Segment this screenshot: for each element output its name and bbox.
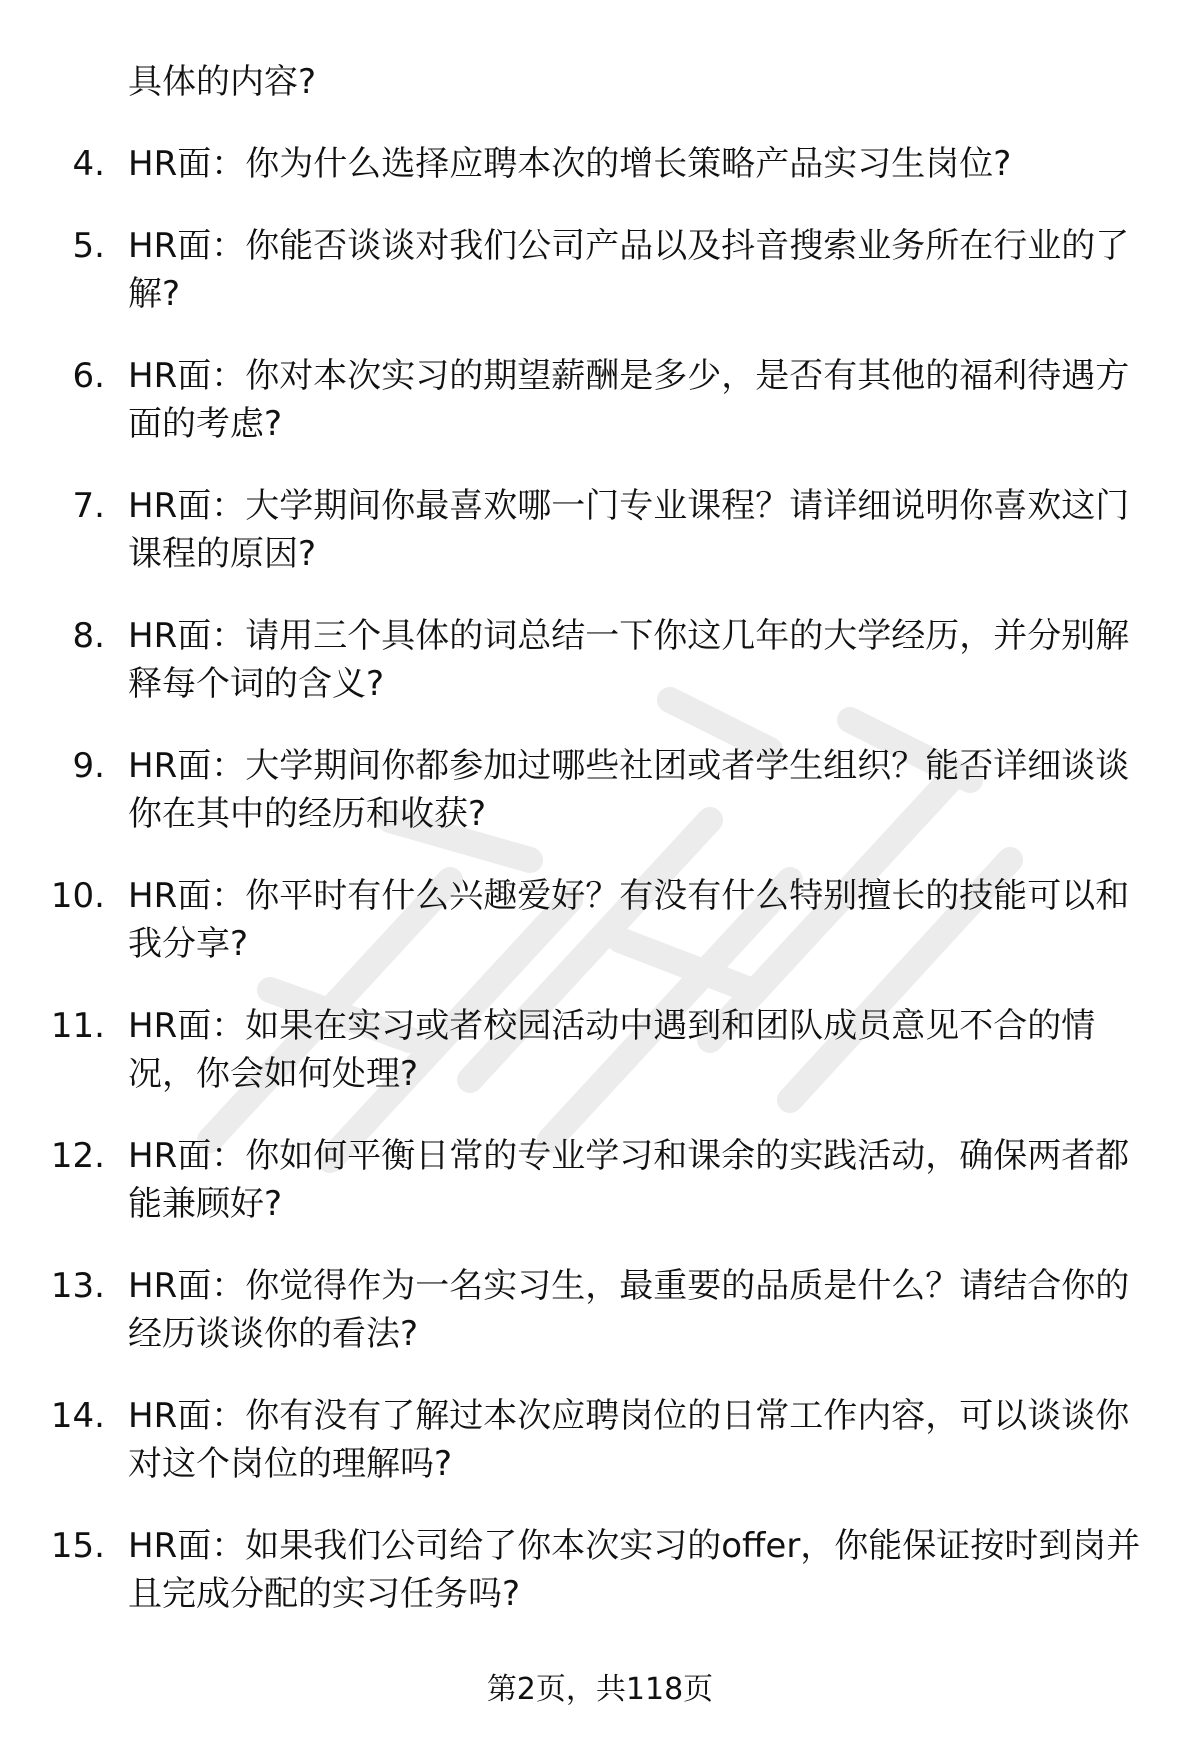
question-item [0, 1002, 1200, 1098]
question-text: 具体的内容? [128, 62, 317, 102]
question-text: HR面：你如何平衡日常的专业学习和课余的实践活动，确保两者都能兼顾好? [128, 1136, 1130, 1224]
question-text: HR面：你为什么选择应聘本次的增长策略产品实习生岗位? [128, 144, 1012, 184]
question-text: HR面：你能否谈谈对我们公司产品以及抖音搜索业务所在行业的了解? [128, 226, 1130, 314]
question-text: HR面：如果我们公司给了你本次实习的offer，你能保证按时到岗并且完成分配的实习任务吗? [128, 1526, 1141, 1614]
question-item [0, 222, 1200, 318]
question-item [0, 140, 1200, 188]
question-number: 10. [50, 876, 105, 916]
question-text: HR面：你觉得作为一名实习生，最重要的品质是什么？请结合你的经历谈谈你的看法? [128, 1266, 1130, 1354]
question-item [0, 1262, 1200, 1358]
question-item [0, 1392, 1200, 1488]
question-text: HR面：你对本次实习的期望薪酬是多少，是否有其他的福利待遇方面的考虑? [128, 356, 1130, 444]
question-text: HR面：大学期间你最喜欢哪一门专业课程？请详细说明你喜欢这门课程的原因? [128, 486, 1130, 574]
question-number: 13. [50, 1266, 105, 1306]
question-text: HR面：如果在实习或者校园活动中遇到和团队成员意见不合的情况，你会如何处理? [128, 1006, 1096, 1094]
question-text: HR面：你平时有什么兴趣爱好？有没有什么特别擅长的技能可以和我分享? [128, 876, 1130, 964]
question-number: 14. [50, 1396, 105, 1436]
question-number: 9. [72, 746, 105, 786]
page-footer: 第2页，共118页 [486, 1672, 714, 1707]
question-number: 5. [72, 226, 105, 266]
question-list [0, 58, 1200, 1618]
question-continuation [0, 58, 1200, 106]
question-text: HR面：请用三个具体的词总结一下你这几年的大学经历，并分别解释每个词的含义? [128, 616, 1130, 704]
question-number: 15. [50, 1526, 105, 1566]
question-item [0, 352, 1200, 448]
question-number: 12. [50, 1136, 105, 1176]
question-number: 8. [72, 616, 105, 656]
question-number: 4. [72, 144, 105, 184]
question-text: HR面：你有没有了解过本次应聘岗位的日常工作内容，可以谈谈你对这个岗位的理解吗? [128, 1396, 1130, 1484]
question-item [0, 612, 1200, 708]
question-item [0, 742, 1200, 838]
question-text: HR面：大学期间你都参加过哪些社团或者学生组织？能否详细谈谈你在其中的经历和收获? [128, 746, 1130, 834]
question-number: 7. [72, 486, 105, 526]
question-item [0, 482, 1200, 578]
question-item [0, 1522, 1200, 1618]
question-item [0, 872, 1200, 968]
question-number: 6. [72, 356, 105, 396]
question-number: 11. [50, 1006, 105, 1046]
question-item [0, 1132, 1200, 1228]
